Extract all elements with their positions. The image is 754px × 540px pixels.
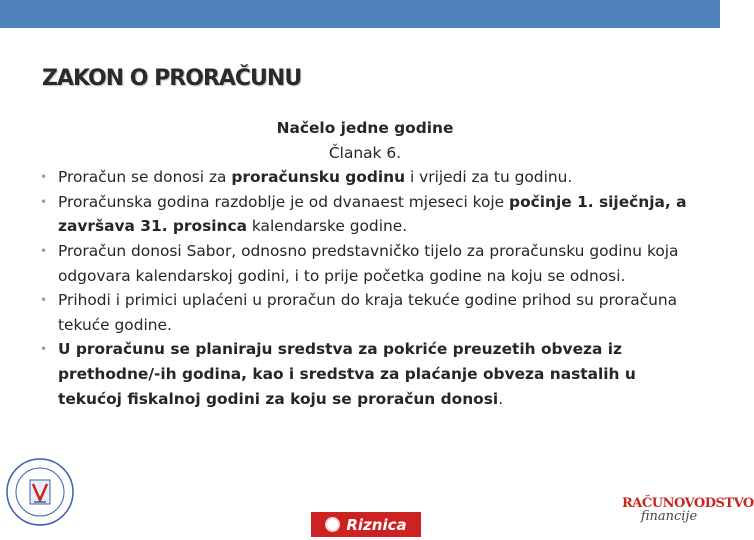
riznica-emblem-icon <box>325 517 340 532</box>
article-number: Članak 6. <box>328 143 402 162</box>
bullet-text: počinje 1. siječnja, a završava 31. prosinca <box>58 192 687 236</box>
bullet-text: Prihodi i primici uplaćeni u proračun do kraja tekuće godine prihod su proračuna tekuće godine. <box>58 291 678 334</box>
bullet-text: i vrijedi za tu godinu. <box>405 168 573 187</box>
bullet-dot-icon: • <box>40 342 48 357</box>
top-accent-bar <box>0 0 720 28</box>
bullet-item <box>40 239 690 288</box>
bullet-text: . <box>498 389 504 408</box>
bullet-text: proračunsku godinu <box>231 168 406 187</box>
riznica-logo <box>311 512 421 537</box>
bullet-item <box>40 337 690 411</box>
bullet-text: Proračun se donosi za <box>58 168 232 187</box>
bullet-text: kalendarske godine. <box>247 217 408 236</box>
slide-title: ZAKON O PRORAČUNU <box>42 66 302 91</box>
bullet-dot-icon: • <box>40 243 48 258</box>
bullet-text: U proračunu se planiraju sredstva za pokriće preuzetih obveza iz prethodne/-ih godina, kao i sredstva za plaćanje obveza nastalih u tekućoj fiskalnoj godini za koju se proračun donosi <box>58 340 636 408</box>
bullet-list <box>40 165 690 411</box>
bullet-item <box>40 288 690 337</box>
bullet-dot-icon: • <box>40 293 48 308</box>
bullet-dot-icon: • <box>40 194 48 209</box>
racunovodstvo-logo <box>622 496 754 536</box>
racunovodstvo-logo-line2: financije <box>640 509 698 524</box>
bullet-item <box>40 165 690 190</box>
bullet-text: Proračunska godina razdoblje je od dvanaest mjeseci koje <box>58 192 510 211</box>
bullet-text: Proračun donosi Sabor, odnosno predstavničko tijelo za proračunsku godinu koja odgovara kalendarskoj godini, i to prije početka godine na koju se odnosi. <box>58 241 679 285</box>
principle-heading: Načelo jedne godine <box>276 119 454 137</box>
riznica-logo-text: Riznica <box>346 515 407 534</box>
slide-content <box>40 116 690 411</box>
university-seal-logo <box>4 456 76 528</box>
bullet-item <box>40 190 690 239</box>
racunovodstvo-logo-line1: RAČUNOVODSTVO <box>622 496 754 511</box>
bullet-dot-icon: • <box>40 170 48 185</box>
